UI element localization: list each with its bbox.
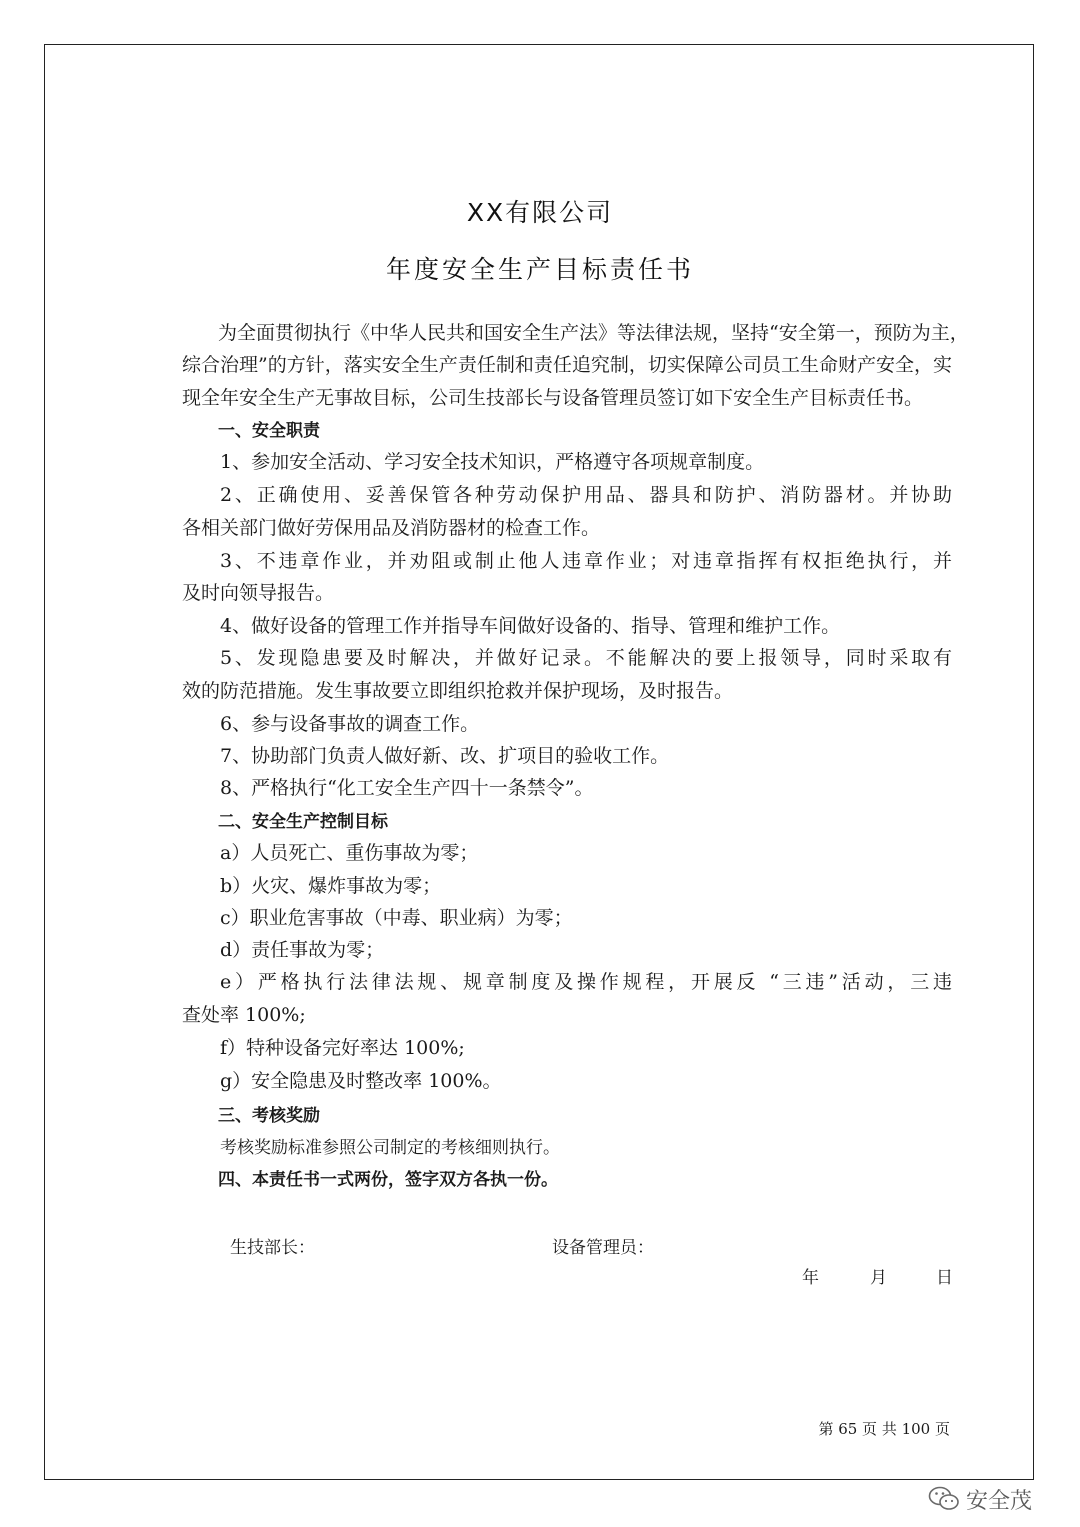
target-item: a）人员死亡、重伤事故为零； — [220, 842, 479, 864]
date-month: 月 — [870, 1268, 887, 1288]
signature-label-left: 生技部长： — [230, 1238, 315, 1258]
duty-item-cont: 各相关部门做好劳保用品及消防器材的检查工作。 — [182, 517, 601, 539]
signature-label-right: 设备管理员： — [552, 1238, 654, 1258]
date-day: 日 — [936, 1268, 953, 1288]
section-heading: 二、安全生产控制目标 — [218, 812, 388, 832]
duty-item: 7、协助部门负责人做好新、改、扩项目的验收工作。 — [220, 745, 670, 767]
duty-item: 6、参与设备事故的调查工作。 — [220, 713, 480, 735]
target-item: b）火灾、爆炸事故为零； — [220, 875, 442, 897]
target-item: d）责任事故为零； — [220, 939, 385, 961]
target-item: e）严格执行法律法规、规章制度及操作规程，开展反 “三违”活动，三违 — [220, 971, 952, 993]
duty-item-cont: 效的防范措施。发生事故要立即组织抢救并保护现场，及时报告。 — [182, 680, 734, 702]
intro-line: 为全面贯彻执行《中华人民共和国安全生产法》等法律法规，坚持“安全第一，预防为主， — [218, 322, 969, 344]
wechat-icon — [928, 1485, 960, 1513]
document-subtitle: 年度安全生产目标责任书 — [385, 255, 694, 284]
duty-item: 5、发现隐患要及时解决，并做好记录。不能解决的要上报领导，同时采取有 — [220, 647, 952, 669]
duty-item: 1、参加安全活动、学习安全技术知识，严格遵守各项规章制度。 — [220, 451, 765, 473]
watermark-text: 安全茂 — [966, 1488, 1033, 1514]
target-item: c）职业危害事故（中毒、职业病）为零； — [220, 907, 573, 929]
watermark — [928, 1484, 1032, 1514]
intro-line: 综合治理”的方针，落实安全生产责任制和责任追究制，切实保障公司员工生命财产安全，实 — [182, 354, 952, 376]
duty-item: 4、做好设备的管理工作并指导车间做好设备的、指导、管理和维护工作。 — [220, 615, 841, 637]
section-heading: 一、安全职责 — [218, 421, 320, 441]
reward-text: 考核奖励标准参照公司制定的考核细则执行。 — [220, 1138, 560, 1158]
intro-line: 现全年安全生产无事故目标，公司生技部长与设备管理员签订如下安全生产目标责任书。 — [182, 387, 924, 409]
date-year: 年 — [802, 1268, 819, 1288]
duty-item: 8、严格执行“化工安全生产四十一条禁令”。 — [220, 777, 594, 799]
section-heading: 三、考核奖励 — [218, 1106, 320, 1126]
target-item-cont: 查处率 100%; — [182, 1004, 306, 1026]
target-item: g）安全隐患及时整改率 100%。 — [220, 1070, 502, 1092]
section-heading: 四、本责任书一式两份，签字双方各执一份。 — [218, 1170, 558, 1190]
duty-item-cont: 及时向领导报告。 — [182, 582, 335, 604]
page-number: 第 65 页 共 100 页 — [818, 1420, 950, 1438]
duty-item: 2、正确使用、妥善保管各种劳动保护用品、器具和防护、消防器材。并协助 — [220, 484, 952, 506]
target-item: f）特种设备完好率达 100%; — [220, 1037, 465, 1059]
document-title: XX有限公司 — [466, 198, 614, 227]
duty-item: 3、不违章作业，并劝阻或制止他人违章作业；对违章指挥有权拒绝执行，并 — [220, 550, 952, 572]
